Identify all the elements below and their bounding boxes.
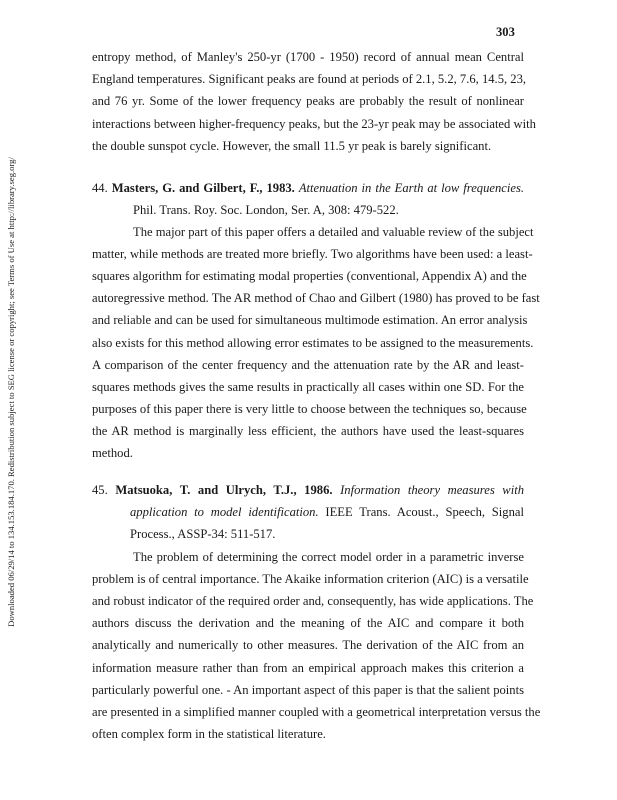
text-line: problem is of central importance. The Akaike information criterion (AIC) is a versatile <box>92 572 529 587</box>
text-line: information measure rather than from an empirical approach makes this criterion a <box>92 660 524 675</box>
text-line: England temperatures. Significant peaks are found at periods of 2.1, 5.2, 7.6, 14.5, 23, <box>92 72 527 87</box>
text-line: and reliable and can be used for simultaneous multimode estimation. An error analysis <box>92 313 528 328</box>
text-line: The major part of this paper offers a detailed and valuable review of the subject <box>133 225 534 239</box>
reference-title: Information theory measures with <box>340 483 524 497</box>
reference-authors: Masters, G. and Gilbert, F., 1983. <box>111 181 295 195</box>
text-line: The problem of determining the correct model order in a parametric inverse <box>133 550 524 564</box>
reference-number: 44. <box>92 181 108 195</box>
text-line: authors discuss the derivation and the meaning of the AIC and compare it both <box>92 616 524 631</box>
reference-number: 45. <box>92 483 108 497</box>
text-line: purposes of this paper there is very little to choose between the techniques so, because <box>92 401 527 416</box>
text-line: method. <box>92 446 133 460</box>
reference-source: IEEE Trans. Acoust., Speech, Signal <box>325 505 524 519</box>
text-line: entropy method, of Manley's 250-yr (1700 - 1950) record of annual mean Central <box>92 50 524 64</box>
text-line: interactions between higher-frequency peaks, but the 23-yr peak may be associated with <box>92 116 536 131</box>
reference-authors: Matsuoka, T. and Ulrych, T.J., 1986. <box>115 483 333 497</box>
text-line: often complex form in the statistical literature. <box>92 726 326 741</box>
reference-title: Attenuation in the Earth at low frequencies. <box>298 181 525 195</box>
text-line: squares methods gives the same results in practically all cases within one SD. For the <box>92 379 524 394</box>
text-line: matter, while methods are treated more briefly. Two algorithms have been used: a least- <box>92 247 533 262</box>
text-line: A comparison of the center frequency and the attenuation rate by the AR and least- <box>92 357 524 372</box>
text-line: squares algorithm for estimating modal properties (conventional, Appendix A) and the <box>92 269 527 284</box>
reference-45-source: Process., ASSP-34: 511-517. <box>130 527 276 541</box>
page-number: 303 <box>496 25 515 39</box>
text-line: analytically and numerically to other measures. The derivation of the AIC from an <box>92 638 524 653</box>
text-line: particularly powerful one. - An important aspect of this paper is that the salient points <box>92 682 524 697</box>
text-line: are presented in a simplified manner coupled with a geometrical interpretation versus the <box>92 704 541 719</box>
reference-45-heading <box>92 482 524 498</box>
text-line: and robust indicator of the required order and, consequently, has wide applications. The <box>92 594 534 609</box>
reference-title-cont: application to model identification. <box>130 505 319 519</box>
reference-44-source: Phil. Trans. Roy. Soc. London, Ser. A, 308: 479-522. <box>133 203 399 217</box>
reference-45-title-cont <box>130 504 524 520</box>
text-line: autoregressive method. The AR method of Chao and Gilbert (1980) has proved to be fast <box>92 291 540 306</box>
text-line: the AR method is marginally less efficient, the authors have used the least-squares <box>92 423 524 438</box>
text-line: also exists for this method allowing error estimates to be assigned to the measurements. <box>92 335 534 350</box>
reference-44-heading <box>92 180 524 196</box>
text-line: the double sunspot cycle. However, the small 11.5 yr peak is barely significant. <box>92 138 492 153</box>
download-notice: Downloaded 06/29/14 to 134.153.184.170. Redistribution subject to SEG license or copyright; see Terms of Use at http://library.seg.org/ <box>6 157 16 627</box>
text-line: and 76 yr. Some of the lower frequency peaks are probably the result of nonlinear <box>92 94 524 109</box>
